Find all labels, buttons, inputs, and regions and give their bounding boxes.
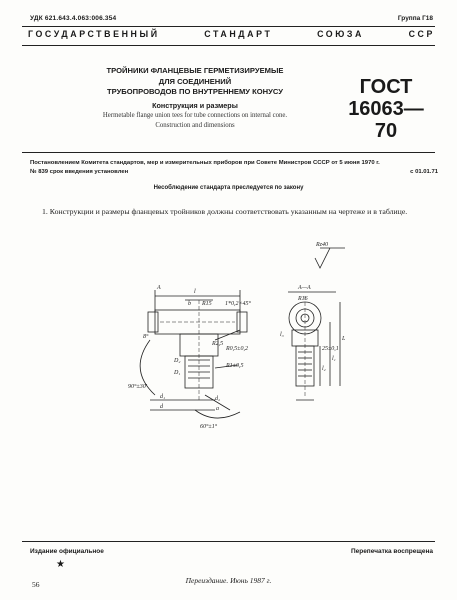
banner-word-1: ГОСУДАРСТВЕННЫЙ xyxy=(28,29,160,39)
right-nut xyxy=(237,312,247,332)
label-d1: d₁ xyxy=(160,394,166,400)
banner-word-2: СТАНДАРТ xyxy=(204,29,273,39)
reprint-prohibited: Перепечатка воспрещена xyxy=(350,548,433,555)
label-l: l xyxy=(194,289,196,295)
label-A: A xyxy=(157,285,161,291)
label-b: b xyxy=(188,301,191,307)
decree-line-2: № 839 срок введения установлен xyxy=(30,169,129,175)
title-english-1: Hermetable flange union tees for tube connections on internal cone. xyxy=(102,111,288,119)
label-angle2: 60°±1° xyxy=(200,424,218,430)
reissue-note: Переиздание. Июнь 1987 г. xyxy=(185,576,272,585)
title-bottom-rule xyxy=(22,152,435,153)
label-surface: Rz40 xyxy=(316,242,328,248)
label-R05: R0,5±0,2 xyxy=(226,346,248,352)
label-d2: d₂ xyxy=(215,396,221,402)
label-twenty-five: 25±0,1 xyxy=(322,346,339,352)
label-R1: R1±0,5 xyxy=(226,363,244,369)
banner-word-3: СОЮЗА xyxy=(317,29,364,39)
paragraph-1: 1. Конструкции и размеры фланцевых тройников должны соответствовать указанным на чертеже и в таблице. xyxy=(42,207,408,216)
label-angle1: 90°±30′ xyxy=(128,384,148,390)
star-icon: ★ xyxy=(56,559,65,570)
label-R16: R16 xyxy=(298,296,308,302)
group-code: Группа Г18 xyxy=(397,15,433,22)
left-nut xyxy=(148,312,158,332)
footer-rule xyxy=(22,541,435,542)
label-L: L xyxy=(342,336,346,342)
title-subtitle: Конструкция и размеры xyxy=(152,100,238,110)
label-R15: R15 xyxy=(202,301,212,307)
official-edition: Издание официальное xyxy=(30,548,104,555)
law-notice: Несоблюдение стандарта преследуется по закону xyxy=(153,185,304,191)
title-line-2: ДЛЯ СОЕДИНЕНИЙ xyxy=(158,76,232,86)
label-l3: l₃ xyxy=(280,332,284,338)
decree-text xyxy=(30,159,440,177)
label-D1: D₁ xyxy=(174,370,181,376)
decree-line-1: Постановлением Комитета стандартов, мер и измерительных приборов при Совете Министров СССР от 5 июня 1970 г. xyxy=(30,160,380,166)
page-number: 56 xyxy=(32,580,40,589)
decree-date: с 01.01.71 xyxy=(410,169,438,175)
label-a: a xyxy=(216,406,219,412)
title-line-1: ТРОЙНИКИ ФЛАНЦЕВЫЕ ГЕРМЕТИЗИРУЕМЫЕ xyxy=(106,66,284,75)
label-D2: D₂ xyxy=(174,358,181,364)
label-pct: 8° xyxy=(143,334,149,340)
gost-code: 16063—70 xyxy=(348,98,424,142)
label-AA: A—A xyxy=(298,285,311,291)
state-standard-banner xyxy=(28,29,435,39)
label-R25: R2,5 xyxy=(212,341,224,347)
label-chamfer: 1*0,2×45° xyxy=(225,301,251,307)
title-line-3: ТРУБОПРОВОДОВ ПО ВНУТРЕННЕМУ КОНУСУ xyxy=(106,87,284,96)
banner-top-rule xyxy=(22,26,435,27)
gost-number xyxy=(340,76,432,142)
udk-code: УДК 621.643.4.063:006.354 xyxy=(30,15,117,22)
gost-label: ГОСТ xyxy=(359,76,413,98)
document-title-block xyxy=(60,66,330,131)
title-english-2: Construction and dimensions xyxy=(155,122,235,129)
technical-drawing xyxy=(0,240,457,440)
label-l2: l₂ xyxy=(322,366,326,372)
banner-word-4: ССР xyxy=(408,29,435,39)
label-l1: l₁ xyxy=(332,356,336,362)
label-d: d xyxy=(160,404,163,410)
banner-bottom-rule xyxy=(22,45,435,46)
